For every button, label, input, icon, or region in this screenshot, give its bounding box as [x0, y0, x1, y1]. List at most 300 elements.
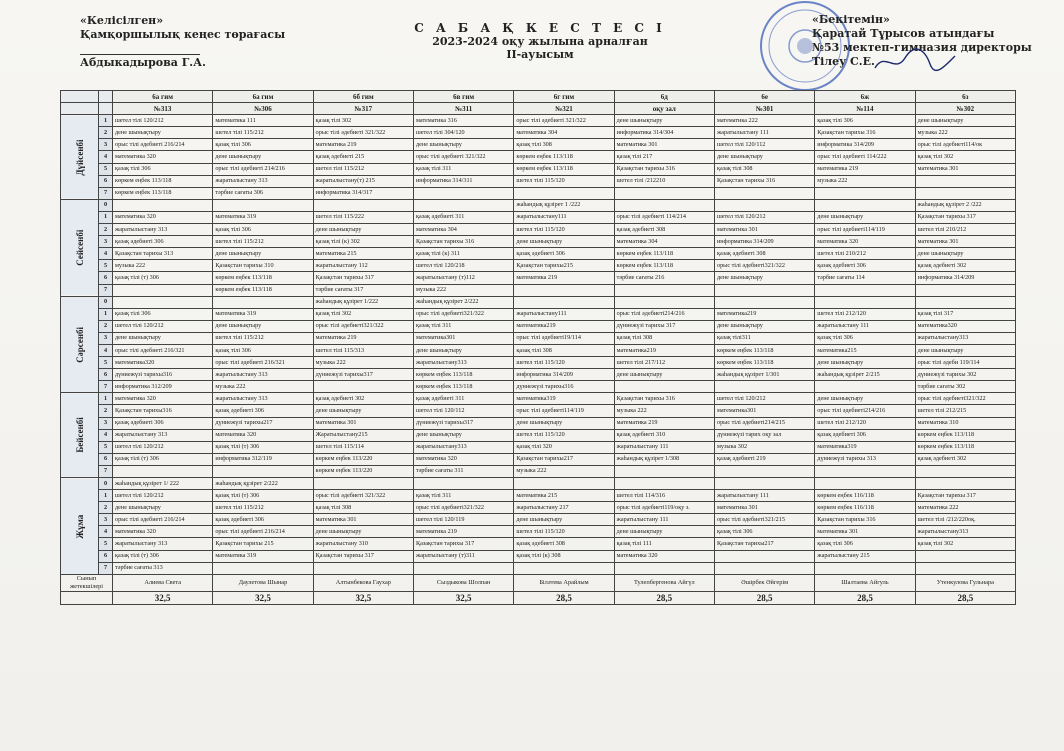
table-row	[61, 163, 1016, 175]
lesson-cell: қазақ тілі (к) 308	[514, 550, 614, 562]
lesson-cell: дене шынықтыру	[815, 357, 915, 369]
lesson-cell	[213, 199, 313, 211]
table-row	[61, 248, 1016, 260]
lesson-cell: шетел тілі 120/212	[113, 320, 213, 332]
table-row	[61, 538, 1016, 550]
class-teachers-label: Сынып жетекшілері	[61, 574, 113, 591]
lesson-cell	[714, 550, 814, 562]
lesson-number: 1	[99, 308, 113, 320]
class-name: 6ж	[815, 91, 915, 103]
lesson-cell	[113, 284, 213, 296]
lesson-cell: математика 222	[714, 115, 814, 127]
chairman-name: Абдыкадырова Г.А.	[80, 56, 206, 69]
lesson-number: 1	[99, 211, 113, 223]
lesson-cell: орыс тілі әдебиеті321/322	[915, 393, 1015, 405]
lesson-cell: қазақ тілі 317	[915, 308, 1015, 320]
lesson-cell: көркем еңбек 113/118	[413, 381, 513, 393]
class-teacher-name: Шалтаева Айгуль	[815, 574, 915, 591]
lesson-cell: дүниежүзі тарихы317	[413, 417, 513, 429]
room-number: №301	[714, 103, 814, 115]
lesson-cell: дене шынықтыру	[413, 344, 513, 356]
lesson-cell: математика 219	[313, 332, 413, 344]
lesson-cell: орыс тілі әдебиеті 216/321	[213, 357, 313, 369]
lesson-cell: жаратылыстану 313	[213, 175, 313, 187]
lesson-cell: қазақ тілі 308	[313, 502, 413, 514]
lesson-cell	[614, 284, 714, 296]
lesson-cell: дүниежүзі тарих оқу зал	[714, 429, 814, 441]
lesson-cell: қазақ тілі 217	[614, 151, 714, 163]
class-name: 6а гим	[113, 91, 213, 103]
class-name: 6в гим	[413, 91, 513, 103]
lesson-cell: дүниежүзі тарихы 302	[915, 369, 1015, 381]
lesson-cell: жаратылыстану 111	[815, 320, 915, 332]
lesson-cell	[614, 199, 714, 211]
lesson-cell: дене шынықтыру	[815, 393, 915, 405]
lesson-number: 2	[99, 405, 113, 417]
lesson-cell: математика 319	[213, 308, 313, 320]
class-teacher-name: Даулетова Шынар	[213, 574, 313, 591]
lesson-cell: тәрбие сағаты 114	[815, 272, 915, 284]
lesson-cell: музыка 222	[413, 284, 513, 296]
lesson-cell: шетел тілі 115/212	[213, 332, 313, 344]
lesson-cell: шетел тілі 120/212	[714, 393, 814, 405]
lesson-cell: қазақ әдебиеті 310	[614, 429, 714, 441]
weekly-hours: 28,5	[815, 591, 915, 604]
lesson-cell: математика 319	[213, 550, 313, 562]
lesson-cell: математика 310	[915, 417, 1015, 429]
lesson-cell	[413, 562, 513, 574]
lesson-cell	[313, 381, 413, 393]
lesson-cell: жаһандық құзірет 2 /222	[915, 199, 1015, 211]
lesson-cell	[815, 381, 915, 393]
day-name: Бейсенбі	[61, 393, 99, 478]
lesson-cell	[514, 478, 614, 490]
lesson-number: 5	[99, 357, 113, 369]
lesson-cell: шетел тілі 120/218	[413, 260, 513, 272]
lesson-cell: қазақ тілі 111	[614, 538, 714, 550]
signature-line	[80, 42, 200, 55]
table-row	[61, 296, 1016, 308]
lesson-number: 3	[99, 236, 113, 248]
lesson-cell: шетел тілі /212/220оқ.	[915, 514, 1015, 526]
lesson-cell	[915, 478, 1015, 490]
lesson-cell	[213, 562, 313, 574]
lesson-cell: орыс тілі әдебиеті214/215	[714, 417, 814, 429]
lesson-cell: математика 320	[413, 453, 513, 465]
lesson-number: 6	[99, 272, 113, 284]
lesson-cell: шетел тілі 114/316	[614, 490, 714, 502]
lesson-number: 5	[99, 163, 113, 175]
lesson-cell: көркем еңбек 113/220	[313, 465, 413, 477]
lesson-cell: қазақ әдебиеті 219	[714, 453, 814, 465]
lesson-cell: жаратылыстану (т)112	[413, 272, 513, 284]
lesson-cell: қазақ әдебиеті 308	[614, 224, 714, 236]
lesson-cell: көркем еңбек 113/118	[213, 272, 313, 284]
lesson-cell: орыс тілі әдебиеті321/322	[714, 260, 814, 272]
lesson-cell	[313, 562, 413, 574]
lesson-cell: математика 222	[915, 502, 1015, 514]
lesson-cell: дене шынықтыру	[915, 115, 1015, 127]
lesson-cell: қазақ тілі 306	[213, 224, 313, 236]
lesson-cell: көркем еңбек 116/118	[815, 502, 915, 514]
lesson-cell: қазақ әдебиеті 306	[815, 429, 915, 441]
lesson-cell: шетел тілі 120/212	[113, 115, 213, 127]
lesson-cell: дене шынықтыру	[514, 236, 614, 248]
lesson-cell: жаратылыстану313	[915, 526, 1015, 538]
lesson-cell: математика 301	[313, 417, 413, 429]
lesson-number: 2	[99, 224, 113, 236]
lesson-cell: жаратылыстану313	[413, 441, 513, 453]
lesson-cell: жаратылыстану 313	[213, 393, 313, 405]
lesson-cell: көркем еңбек 113/118	[113, 175, 213, 187]
lesson-cell: Қазақстан тарихы 317	[413, 538, 513, 550]
lesson-cell: шетел тілі 217/112	[614, 357, 714, 369]
table-row	[61, 272, 1016, 284]
lesson-cell: дене шынықтыру	[714, 151, 814, 163]
lesson-cell: музыка 222	[213, 381, 313, 393]
lesson-cell: информатика 314/209	[714, 236, 814, 248]
lesson-cell: қазақ әдебиеті 308	[714, 248, 814, 260]
lesson-cell	[714, 284, 814, 296]
lesson-cell	[714, 381, 814, 393]
class-name: 6а гим	[213, 91, 313, 103]
lesson-cell: шетел тілі 115/120	[514, 526, 614, 538]
lesson-cell	[313, 199, 413, 211]
lesson-cell: шетел тілі 120/212	[113, 441, 213, 453]
class-teacher-name: Алтынбекова Гаухар	[313, 574, 413, 591]
lesson-cell: математика 301	[614, 139, 714, 151]
lesson-number: 5	[99, 538, 113, 550]
class-name: 6з	[915, 91, 1015, 103]
table-row	[61, 260, 1016, 272]
table-row	[61, 139, 1016, 151]
lesson-cell: қазақ тілі (т) 306	[113, 550, 213, 562]
room-number: №321	[514, 103, 614, 115]
lesson-cell: қазақ тілі 311	[413, 320, 513, 332]
board-chairman: Қамқоршылық кеңес төрағасы	[80, 28, 286, 41]
lesson-cell: қазақ тілі (т) 306	[113, 272, 213, 284]
table-row	[61, 417, 1016, 429]
lesson-cell	[714, 199, 814, 211]
lesson-cell: математика 301	[714, 224, 814, 236]
lesson-cell: қазақ тілі (т) 306	[113, 453, 213, 465]
class-name: 6г гим	[514, 91, 614, 103]
lesson-cell: информатика 312/119	[213, 453, 313, 465]
lesson-cell: қазақ тілі 306	[213, 344, 313, 356]
lesson-cell: математика219	[714, 308, 814, 320]
lesson-number: 2	[99, 127, 113, 139]
lesson-cell: көркем еңбек 113/118	[614, 248, 714, 260]
lesson-cell: дене шынықтыру	[514, 514, 614, 526]
lesson-cell: орыс тілі әдебиеті321/322	[413, 502, 513, 514]
lesson-cell: орыс тілі әдебиеті214/216	[815, 405, 915, 417]
lesson-cell	[915, 550, 1015, 562]
lesson-cell: көркем еңбек 113/118	[915, 429, 1015, 441]
lesson-cell: жаратылыстану313	[413, 357, 513, 369]
lesson-cell	[614, 562, 714, 574]
lesson-cell: математика215	[815, 344, 915, 356]
schedule-body	[61, 115, 1016, 575]
lesson-cell	[213, 296, 313, 308]
lesson-cell	[413, 478, 513, 490]
lesson-cell: математика319	[514, 393, 614, 405]
director-name: Тілеу С.Е.	[812, 55, 875, 68]
lesson-cell: жаратылыстану (т)311	[413, 550, 513, 562]
lesson-cell: дене шынықтыру	[915, 344, 1015, 356]
lesson-cell: Жаратылыстану215	[313, 429, 413, 441]
lesson-cell	[815, 465, 915, 477]
class-teachers-row	[61, 574, 1016, 591]
lesson-cell: қазақ тілі (к) 302	[313, 236, 413, 248]
lesson-cell	[113, 465, 213, 477]
day-name: Жұма	[61, 478, 99, 575]
table-row	[61, 465, 1016, 477]
room-number: №302	[915, 103, 1015, 115]
lesson-cell	[915, 284, 1015, 296]
table-row	[61, 151, 1016, 163]
room-number: №114	[815, 103, 915, 115]
lesson-cell: дүниежүзі тарихы 317	[614, 320, 714, 332]
lesson-cell: математика 304	[614, 236, 714, 248]
lesson-cell: математика 316	[413, 115, 513, 127]
class-header-row	[61, 91, 1016, 103]
director-title: №53 мектеп-гимназия директоры	[812, 41, 1032, 54]
lesson-cell: жаратылыстану 111	[714, 127, 814, 139]
lesson-cell: жаратылыстану 310	[313, 538, 413, 550]
class-teacher-name: Тулепбергенова Айгүл	[614, 574, 714, 591]
lesson-cell	[213, 465, 313, 477]
lesson-cell: математика 304	[514, 127, 614, 139]
table-row	[61, 224, 1016, 236]
lesson-number: 6	[99, 369, 113, 381]
lesson-cell	[815, 199, 915, 211]
lesson-cell: математика 219	[815, 163, 915, 175]
lesson-cell: математика 215	[313, 248, 413, 260]
lesson-cell	[714, 187, 814, 199]
lesson-cell: көркем еңбек 113/118	[213, 284, 313, 296]
table-row	[61, 199, 1016, 211]
lesson-cell: математика 301	[313, 514, 413, 526]
lesson-cell: орыс тілі әдебиеті321/215	[714, 514, 814, 526]
lesson-cell: жаратылыстану111	[514, 308, 614, 320]
table-row	[61, 369, 1016, 381]
lesson-cell: жаратылыстану 215	[815, 550, 915, 562]
table-row	[61, 502, 1016, 514]
lesson-cell: жаратылыстану 313	[113, 224, 213, 236]
lesson-cell: музыка 222	[815, 175, 915, 187]
lesson-cell	[714, 465, 814, 477]
lesson-cell: орыс тілі әдебиеті 214/216	[213, 163, 313, 175]
lesson-cell: орыс тілі әдебиеті 216/214	[213, 526, 313, 538]
lesson-cell	[915, 175, 1015, 187]
lesson-cell: шетел тілі 115/120	[514, 429, 614, 441]
lesson-number: 6	[99, 453, 113, 465]
lesson-cell: Қазақстан тарихы 316	[815, 514, 915, 526]
lesson-cell: Қазақстан тарихы215	[514, 260, 614, 272]
lesson-cell: қазақ әдебиеті 311	[413, 393, 513, 405]
lesson-cell: информатика 314/311	[413, 175, 513, 187]
lesson-cell: қазақ әдебиеті 306	[213, 405, 313, 417]
lesson-cell: қазақ тілі 311	[413, 490, 513, 502]
class-name: 6б гим	[313, 91, 413, 103]
lesson-number: 6	[99, 175, 113, 187]
table-row	[61, 357, 1016, 369]
lesson-cell: жаратылыстану 111	[714, 490, 814, 502]
lesson-cell: Қазақстан тарихы 317	[313, 550, 413, 562]
lesson-cell: математика 320	[113, 211, 213, 223]
title-block	[395, 22, 685, 61]
lesson-cell: шетел тілі 212/120	[815, 308, 915, 320]
lesson-cell: шетел тілі /212210	[614, 175, 714, 187]
lesson-cell: шетел тілі 115/222	[313, 211, 413, 223]
lesson-cell: шетел тілі 115/313	[313, 344, 413, 356]
lesson-number: 7	[99, 284, 113, 296]
lesson-cell	[514, 187, 614, 199]
lesson-cell: математика219	[514, 320, 614, 332]
lesson-cell: математика 219	[614, 417, 714, 429]
lesson-cell: информатика 314/209	[915, 272, 1015, 284]
approved-label: «Бекітемін»	[812, 13, 890, 26]
lesson-cell: қазақ тілі 302	[915, 538, 1015, 550]
lesson-cell: жаһандық құзірет 2/222	[413, 296, 513, 308]
lesson-cell: тәрбие сағаты 306	[213, 187, 313, 199]
lesson-cell	[815, 296, 915, 308]
day-name: Дүйсенбі	[61, 115, 99, 200]
lesson-cell: математика 320	[113, 393, 213, 405]
lesson-cell: жаһандық құзірет 1 /222	[514, 199, 614, 211]
lesson-cell: дене шынықтыру	[714, 320, 814, 332]
lesson-cell: шетел тілі 115/120	[514, 357, 614, 369]
lesson-cell: шетел тілі 210/212	[815, 248, 915, 260]
lesson-cell: музыка 222	[113, 260, 213, 272]
lesson-number: 7	[99, 465, 113, 477]
lesson-cell: Қазақстан тарихы 316	[413, 236, 513, 248]
lesson-cell: дүниежүзі тарихы 313	[815, 453, 915, 465]
lesson-cell: математика 320	[213, 429, 313, 441]
lesson-cell: қазақ әдебиеті 306	[213, 514, 313, 526]
lesson-cell: тәрбие сағаты 216	[614, 272, 714, 284]
lesson-cell: қазақ әдебиеті 302	[915, 453, 1015, 465]
lesson-number: 7	[99, 381, 113, 393]
lesson-cell: Қазақстан тарихы 316	[815, 127, 915, 139]
lesson-cell: Қазақстан тарихы 316	[614, 163, 714, 175]
lesson-cell: музыка 302	[714, 441, 814, 453]
lesson-cell: қазақ тілі 311	[413, 163, 513, 175]
lesson-cell: орыс тілі әдебиеті321/322	[413, 308, 513, 320]
lesson-cell: музыка 222	[313, 357, 413, 369]
lesson-cell	[413, 187, 513, 199]
lesson-cell: қазақ тілі 306	[714, 526, 814, 538]
day-name: Сәрсенбі	[61, 296, 99, 393]
lesson-cell: көркем еңбек 113/118	[915, 441, 1015, 453]
lesson-cell	[113, 199, 213, 211]
table-row	[61, 284, 1016, 296]
weekly-hours: 28,5	[514, 591, 614, 604]
lesson-cell: дене шынықтыру	[815, 211, 915, 223]
lesson-cell	[514, 562, 614, 574]
lesson-number: 3	[99, 139, 113, 151]
lesson-number: 2	[99, 502, 113, 514]
lesson-cell: тәрбие сағаты 302	[915, 381, 1015, 393]
lesson-cell: көркем еңбек 113/118	[714, 344, 814, 356]
lesson-cell: дене шынықтыру	[213, 248, 313, 260]
lesson-cell: жаратылыстану(т) 215	[313, 175, 413, 187]
lesson-cell: информатика 314/209	[815, 139, 915, 151]
lesson-cell: қазақ тілі (т) 306	[213, 441, 313, 453]
lesson-cell: орыс тілі әдебиеті119/оқу з.	[614, 502, 714, 514]
class-teacher-name: Біләтева Арайлым	[514, 574, 614, 591]
lesson-cell: тәрбие сағаты 311	[413, 465, 513, 477]
lesson-cell	[614, 381, 714, 393]
lesson-cell	[915, 465, 1015, 477]
class-name: 6е	[714, 91, 814, 103]
academic-year: 2023-2024 оқу жылына арналған	[432, 35, 648, 48]
lesson-cell: қазақ тілі 306	[815, 538, 915, 550]
lesson-cell: қазақ тілі 306	[815, 332, 915, 344]
room-number: №313	[113, 103, 213, 115]
lesson-cell: қазақ әдебиеті 306	[514, 248, 614, 260]
room-number: №306	[213, 103, 313, 115]
lesson-cell	[113, 296, 213, 308]
lesson-cell: қазақ тілі 306	[213, 139, 313, 151]
lesson-cell: математика 320	[614, 550, 714, 562]
lesson-cell: орыс тілі әдебиеті19/114	[514, 332, 614, 344]
lesson-cell: дене шынықтыру	[113, 502, 213, 514]
lesson-cell: орыс тілі әдебиеті 114/214	[614, 211, 714, 223]
weekly-hours: 28,5	[714, 591, 814, 604]
lesson-cell: жаратылыстану 111	[614, 514, 714, 526]
lesson-cell: шетел тілі 115/212	[213, 236, 313, 248]
lesson-cell: қазақ тілі311	[714, 332, 814, 344]
lesson-cell	[915, 296, 1015, 308]
lesson-cell: көркем еңбек 113/118	[614, 260, 714, 272]
lesson-cell	[915, 187, 1015, 199]
weekly-hours: 32,5	[213, 591, 313, 604]
lesson-cell: дүниежүзі тарихы217	[213, 417, 313, 429]
lesson-cell: математика 301	[915, 163, 1015, 175]
lesson-cell: математика 320	[113, 526, 213, 538]
lesson-cell: шетел тілі 212/120	[815, 417, 915, 429]
lesson-cell: математика 111	[213, 115, 313, 127]
schedule-table	[60, 90, 1016, 605]
table-row	[61, 320, 1016, 332]
lesson-cell	[614, 465, 714, 477]
table-row	[61, 211, 1016, 223]
lesson-cell: тәрбие сағаты 317	[313, 284, 413, 296]
lesson-cell: математика319	[815, 441, 915, 453]
table-row	[61, 490, 1016, 502]
lesson-cell: жаратылыстану 313	[113, 538, 213, 550]
lesson-cell: жаһандық құзірет 1/301	[714, 369, 814, 381]
lesson-cell	[514, 284, 614, 296]
lesson-cell	[313, 478, 413, 490]
lesson-number: 0	[99, 478, 113, 490]
lesson-cell: көркем еңбек 113/118	[514, 151, 614, 163]
lesson-cell: Қазақстан тарихы 310	[213, 260, 313, 272]
lesson-cell: орыс тілі әдеби 119/114	[915, 357, 1015, 369]
lesson-number: 7	[99, 562, 113, 574]
lesson-cell	[413, 199, 513, 211]
lesson-cell: көркем еңбек 113/118	[514, 163, 614, 175]
lesson-cell: жаратылыстану 217	[514, 502, 614, 514]
weekly-hours: 32,5	[413, 591, 513, 604]
lesson-cell: шетел тілі 120/112	[413, 405, 513, 417]
class-teacher-name: Утенкулова Гульнара	[915, 574, 1015, 591]
lesson-cell: дене шынықтыру	[213, 320, 313, 332]
lesson-cell: Қазақстан тарихы 317	[915, 211, 1015, 223]
lesson-cell: орыс тілі әдебиеті 321/322	[413, 151, 513, 163]
lesson-cell	[714, 478, 814, 490]
